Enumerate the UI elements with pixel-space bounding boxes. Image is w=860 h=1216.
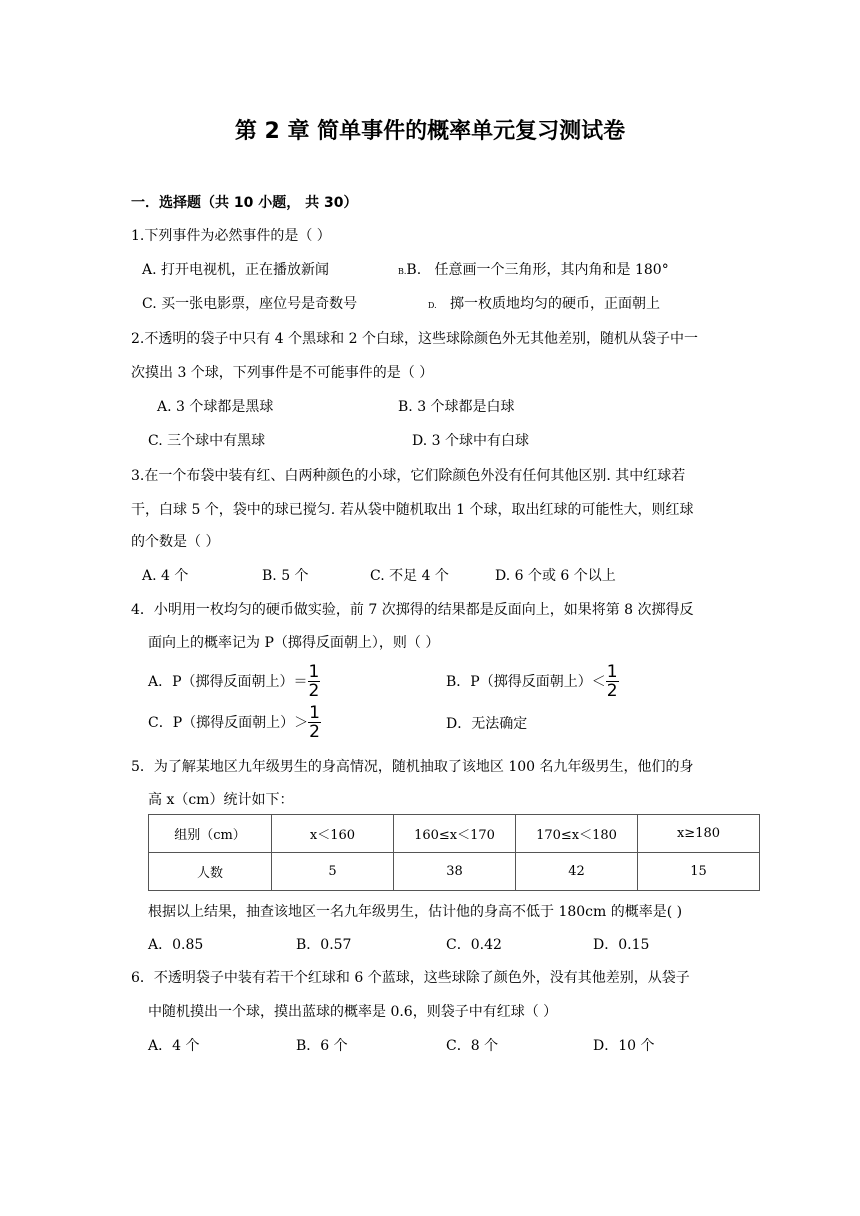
q4-option-a-text: A．P（掷得反面朝上）＝	[148, 674, 308, 690]
q6-option-d: D．10 个	[593, 1038, 655, 1054]
table-header-row	[149, 815, 760, 853]
table-cell: 人数	[149, 853, 272, 891]
q2-line-2: 次摸出 3 个球，下列事件是不可能事件的是（ ）	[131, 365, 434, 381]
q4-option-c-fraction	[308, 704, 321, 741]
q2-option-d: D. 3 个球中有白球	[412, 433, 529, 449]
q3-line-3: 的个数是（ ）	[131, 534, 220, 550]
q4-line-1: 4．小明用一枚均匀的硬币做实验，前 7 次掷得的结果都是反面向上，如果将第 8 次掷得反	[131, 602, 694, 618]
q2-option-a: A. 3 个球都是黑球	[157, 399, 274, 415]
q5-option-d: D．0.15	[593, 937, 650, 953]
q4-option-a-fraction	[308, 663, 321, 700]
q4-option-c	[148, 701, 321, 743]
table-header-cell: 组别（cm）	[149, 815, 272, 853]
q2-option-c: C. 三个球中有黑球	[148, 433, 266, 449]
q1-option-b-label: B.	[406, 262, 422, 278]
table-header-cell: 160≤x＜170	[394, 815, 516, 853]
table-cell: 5	[272, 853, 394, 891]
q4-option-a	[148, 660, 320, 702]
q6-option-c: C．8 个	[446, 1038, 499, 1054]
fraction-denominator: 2	[308, 680, 320, 701]
q1-option-d	[428, 293, 660, 313]
q3-option-b: B. 5 个	[262, 568, 309, 584]
q5-line-2: 高 x（cm）统计如下：	[148, 792, 294, 808]
q1-option-d-mark: D.	[428, 301, 437, 310]
q6-option-b: B．6 个	[296, 1038, 348, 1054]
fraction-denominator: 2	[606, 680, 618, 701]
q2-option-b: B. 3 个球都是白球	[398, 399, 515, 415]
table-cell: 42	[516, 853, 638, 891]
table-header-cell: x≥180	[638, 815, 760, 853]
q6-option-a: A．4 个	[148, 1038, 200, 1054]
table-row	[149, 853, 760, 891]
q3-option-a: A. 4 个	[142, 568, 189, 584]
q4-option-b-text: B．P（掷得反面朝上）＜	[446, 674, 606, 690]
q1-option-c: C. 买一张电影票，座位号是奇数号	[142, 296, 358, 312]
table-header-cell: x＜160	[272, 815, 394, 853]
q1-stem: 1.下列事件为必然事件的是（ ）	[131, 228, 331, 244]
q4-option-c-text: C．P（掷得反面朝上）＞	[148, 715, 309, 731]
q4-option-b	[446, 660, 619, 702]
table-cell: 15	[638, 853, 760, 891]
page-title: 第 2 章 简单事件的概率单元复习测试卷	[234, 119, 626, 144]
q3-line-2: 干，白球 5 个，袋中的球已搅匀. 若从袋中随机取出 1 个球，取出红球的可能性大，则红球	[131, 502, 694, 518]
q5-question: 根据以上结果，抽查该地区一名九年级男生，估计他的身高不低于 180cm 的概率是( )	[148, 904, 683, 920]
fraction-numerator: 1	[606, 661, 618, 682]
q5-line-1: 5．为了解某地区九年级男生的身高情况，随机抽取了该地区 100 名九年级男生，他们的身	[131, 759, 694, 775]
height-statistics-table	[148, 814, 760, 891]
q6-line-1: 6．不透明袋子中装有若干个红球和 6 个蓝球，这些球除了颜色外，没有其他差别，从袋子	[131, 970, 690, 986]
q1-option-d-text: 掷一枚质地均匀的硬币，正面朝上	[450, 296, 661, 312]
q1-option-b-mark: B.	[398, 267, 407, 276]
q3-option-d: D. 6 个或 6 个以上	[495, 568, 616, 584]
q4-option-d: D．无法确定	[446, 716, 528, 732]
q3-line-1: 3.在一个布袋中装有红、白两种颜色的小球，它们除颜色外没有任何其他区别. 其中红球若	[131, 468, 686, 484]
q4-option-b-fraction	[606, 663, 619, 700]
q1-option-a: A. 打开电视机，正在播放新闻	[142, 262, 330, 278]
table-cell: 38	[394, 853, 516, 891]
q5-option-b: B．0.57	[296, 937, 352, 953]
q6-line-2: 中随机摸出一个球，摸出蓝球的概率是 0.6，则袋子中有红球（ ）	[148, 1004, 558, 1020]
q1-option-b-text: 任意画一个三角形，其内角和是 180°	[434, 262, 669, 278]
table-header-cell: 170≤x＜180	[516, 815, 638, 853]
q4-line-2: 面向上的概率记为 P（掷得反面朝上），则（ ）	[148, 635, 440, 651]
fraction-denominator: 2	[309, 721, 320, 742]
q2-line-1: 2.不透明的袋子中只有 4 个黑球和 2 个白球，这些球除颜色外无其他差别，随机从袋子中一	[131, 331, 698, 347]
q5-option-a: A．0.85	[148, 937, 204, 953]
fraction-numerator: 1	[309, 702, 320, 723]
q5-option-c: C．0.42	[446, 937, 502, 953]
q1-option-b	[398, 259, 669, 279]
fraction-numerator: 1	[308, 661, 320, 682]
q3-option-c: C. 不足 4 个	[370, 568, 449, 584]
section-heading: 一．选择题（共 10 小题， 共 30）	[131, 195, 358, 211]
